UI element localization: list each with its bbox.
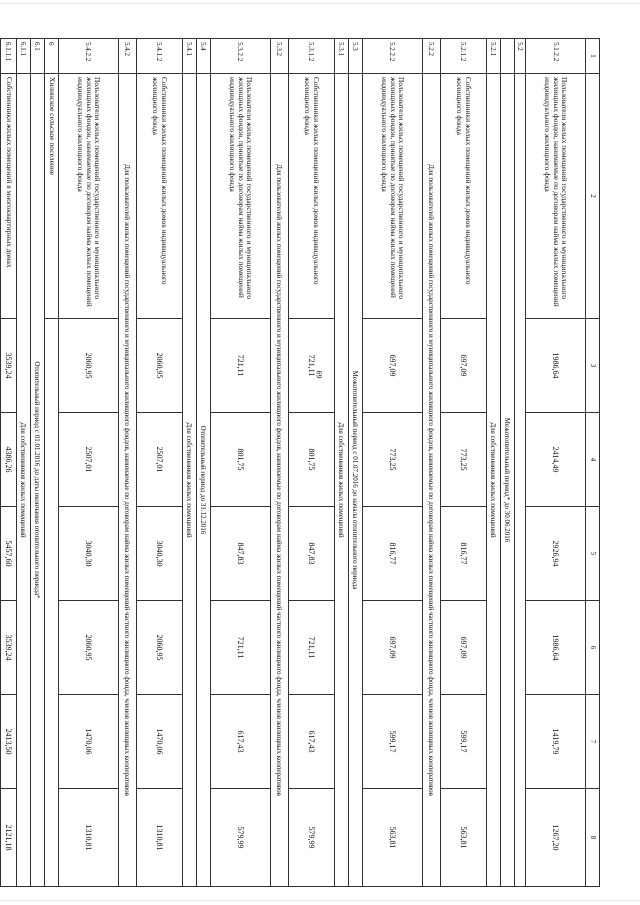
column-header: 1 <box>586 39 600 74</box>
tariff-value: 2413,50 <box>0 695 16 789</box>
tariff-value: 816,77 <box>362 507 422 601</box>
row-code: 5.2 <box>514 39 525 74</box>
tariff-value: 1267,20 <box>526 789 586 887</box>
row-code: 5.3.1.2 <box>288 39 334 74</box>
table-row <box>58 39 118 887</box>
tariff-value: 801,75 <box>288 413 334 507</box>
row-label: Пользователи жилых помещений государственного и муниципального жилищных фондов, принятые по договорам найма жилых помещений индивидуального жилищного фонда <box>362 74 422 319</box>
empty-cell <box>44 319 58 887</box>
rotated-table-wrapper <box>4 38 600 886</box>
section-title: Хилинское сельское поселение <box>44 74 58 319</box>
period-heading: Для пользователей жилых помещений государственного и муниципального жилищного фондов, нанимаемые по договорам найма жилых помещений частного жилищного фонда, членов жилищных кооперативов <box>270 74 288 887</box>
table-row <box>334 39 348 887</box>
period-heading: Для собственников жилых помещений <box>486 74 500 887</box>
table-row <box>270 39 288 887</box>
table-row <box>16 39 30 887</box>
tariff-value: 599,17 <box>362 695 422 789</box>
column-header: 3 <box>586 319 600 413</box>
tariff-value: 721,11 <box>210 601 270 695</box>
row-label: Пользователи жилых помещений государственного и муниципального жилищных фондов, принятые по договорам найма жилых помещений индивидуального жилищного фонда <box>210 74 270 319</box>
tariff-sheet <box>4 38 600 886</box>
tariff-value: 563,81 <box>440 789 486 887</box>
page-number: 69 <box>314 370 324 379</box>
tariff-value: 617,43 <box>288 695 334 789</box>
table-row <box>486 39 500 887</box>
tariff-value: 2507,01 <box>136 413 182 507</box>
tariff-value: 2060,95 <box>58 319 118 413</box>
row-label: Пользователи жилых помещений государственного и муниципального жилищных фондов, нанимаемые по договорам найма жилых помещений индивидуального жилищного фонда <box>58 74 118 319</box>
tariff-value: 599,17 <box>440 695 486 789</box>
row-code: 5.2.2 <box>422 39 440 74</box>
period-heading: Для пользователей жилых помещений государственного и муниципального жилищного фондов, нанимаемые по договорам найма жилых помещений частного жилищного фонда, членов жилищных кооперативов <box>118 74 136 887</box>
tariff-value: 3539,24 <box>0 601 16 695</box>
tariff-value: 2926,94 <box>526 507 586 601</box>
period-heading: Для пользователей жилых помещений государственного и муниципального жилищного фондов, нанимаемые по договорам найма жилых помещений частного жилищного фонда, членов жилищных кооперативов <box>422 74 440 887</box>
tariff-value: 697,09 <box>440 319 486 413</box>
period-heading: Отопительный период до 31.12.2016 <box>196 74 210 887</box>
tariff-value: 1470,06 <box>58 695 118 789</box>
row-label: Собственники жилых помещений жилых домов индивидуального жилищного фонда <box>440 74 486 319</box>
period-heading: Отопительный период с 01.01.2016 до даты окончания отопительного периода* <box>30 74 44 887</box>
tariff-value: 1470,06 <box>136 695 182 789</box>
tariff-value: 816,77 <box>440 507 486 601</box>
tariff-value: 773,25 <box>362 413 422 507</box>
column-header: 8 <box>586 789 600 887</box>
period-heading: Межотопительный период с 01.07.2016 до начала отопительного периода <box>348 74 362 887</box>
tariff-value: 2060,95 <box>136 601 182 695</box>
row-label: Собственники жилых помещений жилых домов индивидуального жилищного фонда <box>136 74 182 319</box>
table-row <box>210 39 270 887</box>
row-code: 5.4 <box>196 39 210 74</box>
table-row <box>348 39 362 887</box>
row-code: 6 <box>44 39 58 74</box>
tariff-value: 847,83 <box>288 507 334 601</box>
row-code: 5.4.1 <box>182 39 196 74</box>
period-heading: Для собственников жилых помещений <box>182 74 196 887</box>
table-row <box>500 39 514 887</box>
tariff-value: 2507,01 <box>58 413 118 507</box>
row-label: Собственники жилых помещений жилых домов индивидуального жилищного фонда <box>288 74 334 319</box>
table-row <box>136 39 182 887</box>
row-code: 5.4.1.2 <box>136 39 182 74</box>
table-row <box>118 39 136 887</box>
table-row <box>288 39 334 887</box>
scan-bottom-line <box>0 900 640 901</box>
tariff-value: 1310,81 <box>136 789 182 887</box>
row-code: 5.2.1.2 <box>440 39 486 74</box>
table-row <box>362 39 422 887</box>
tariff-value: 847,83 <box>210 507 270 601</box>
tariff-value: 3539,24 <box>0 319 16 413</box>
table-row <box>196 39 210 887</box>
tariff-value: 1986,64 <box>526 601 586 695</box>
row-label: Собственники жилых помещений в многоквартирных домах <box>0 74 16 319</box>
tariff-value: 4386,26 <box>0 413 16 507</box>
row-code: 5.2.2.2 <box>362 39 422 74</box>
tariff-value: 721,11 <box>288 601 334 695</box>
tariff-value: 2414,49 <box>526 413 586 507</box>
tariff-value: 721,11 <box>210 319 270 413</box>
tariff-value: 563,81 <box>362 789 422 887</box>
row-code: 5.3.2 <box>270 39 288 74</box>
column-header: 6 <box>586 601 600 695</box>
tariff-value: 2121,18 <box>0 789 16 887</box>
row-code: 5.4.2 <box>118 39 136 74</box>
tariff-value: 5457,60 <box>0 507 16 601</box>
row-code: 6.1 <box>30 39 44 74</box>
tariff-value: 579,99 <box>288 789 334 887</box>
column-header: 4 <box>586 413 600 507</box>
empty-cell <box>514 74 525 887</box>
row-code: 5.1.2.2 <box>526 39 586 74</box>
row-code: 6.1.1.1 <box>0 39 16 74</box>
tariff-value: 3040,30 <box>136 507 182 601</box>
table-row <box>440 39 486 887</box>
period-heading: Для собственников жилых помещений <box>334 74 348 887</box>
tariff-value: 579,99 <box>210 789 270 887</box>
tariff-value: 697,09 <box>362 319 422 413</box>
tariff-value: 1986,64 <box>526 319 586 413</box>
tariff-table <box>0 38 600 887</box>
table-row <box>526 39 586 887</box>
row-code: 6.1.1 <box>16 39 30 74</box>
row-code: 5.2.1 <box>486 39 500 74</box>
period-heading: Межотопительный период* до 30.06.2016 <box>500 74 514 887</box>
table-row <box>44 39 58 887</box>
tariff-value: 697,09 <box>362 601 422 695</box>
tariff-value: 2060,95 <box>58 601 118 695</box>
period-heading: Для собственников жилых помещений <box>16 74 30 887</box>
row-code <box>500 39 514 74</box>
row-code: 5.3.2.2 <box>210 39 270 74</box>
tariff-value: 801,75 <box>210 413 270 507</box>
table-row <box>0 39 16 887</box>
scan-top-line <box>0 3 640 4</box>
table-row <box>514 39 525 887</box>
column-header: 7 <box>586 695 600 789</box>
column-header: 2 <box>586 74 600 319</box>
tariff-value: 617,43 <box>210 695 270 789</box>
tariff-value: 1310,81 <box>58 789 118 887</box>
tariff-value: 721,11 <box>288 319 334 413</box>
table-header-row <box>586 39 600 887</box>
tariff-value: 697,09 <box>440 601 486 695</box>
tariff-value: 1419,79 <box>526 695 586 789</box>
row-code: 5.4.2.2 <box>58 39 118 74</box>
tariff-value: 3040,30 <box>58 507 118 601</box>
column-header: 5 <box>586 507 600 601</box>
table-row <box>30 39 44 887</box>
row-code: 5.3 <box>348 39 362 74</box>
tariff-value: 773,25 <box>440 413 486 507</box>
table-row <box>182 39 196 887</box>
tariff-value: 2060,95 <box>136 319 182 413</box>
row-code: 5.3.1 <box>334 39 348 74</box>
row-label: Пользователи жилых помещений государственного и муниципального жилищных фондов, нанимаемые по договорам найма жилых помещений индивидуального жилищного фонда <box>526 74 586 319</box>
table-row <box>422 39 440 887</box>
